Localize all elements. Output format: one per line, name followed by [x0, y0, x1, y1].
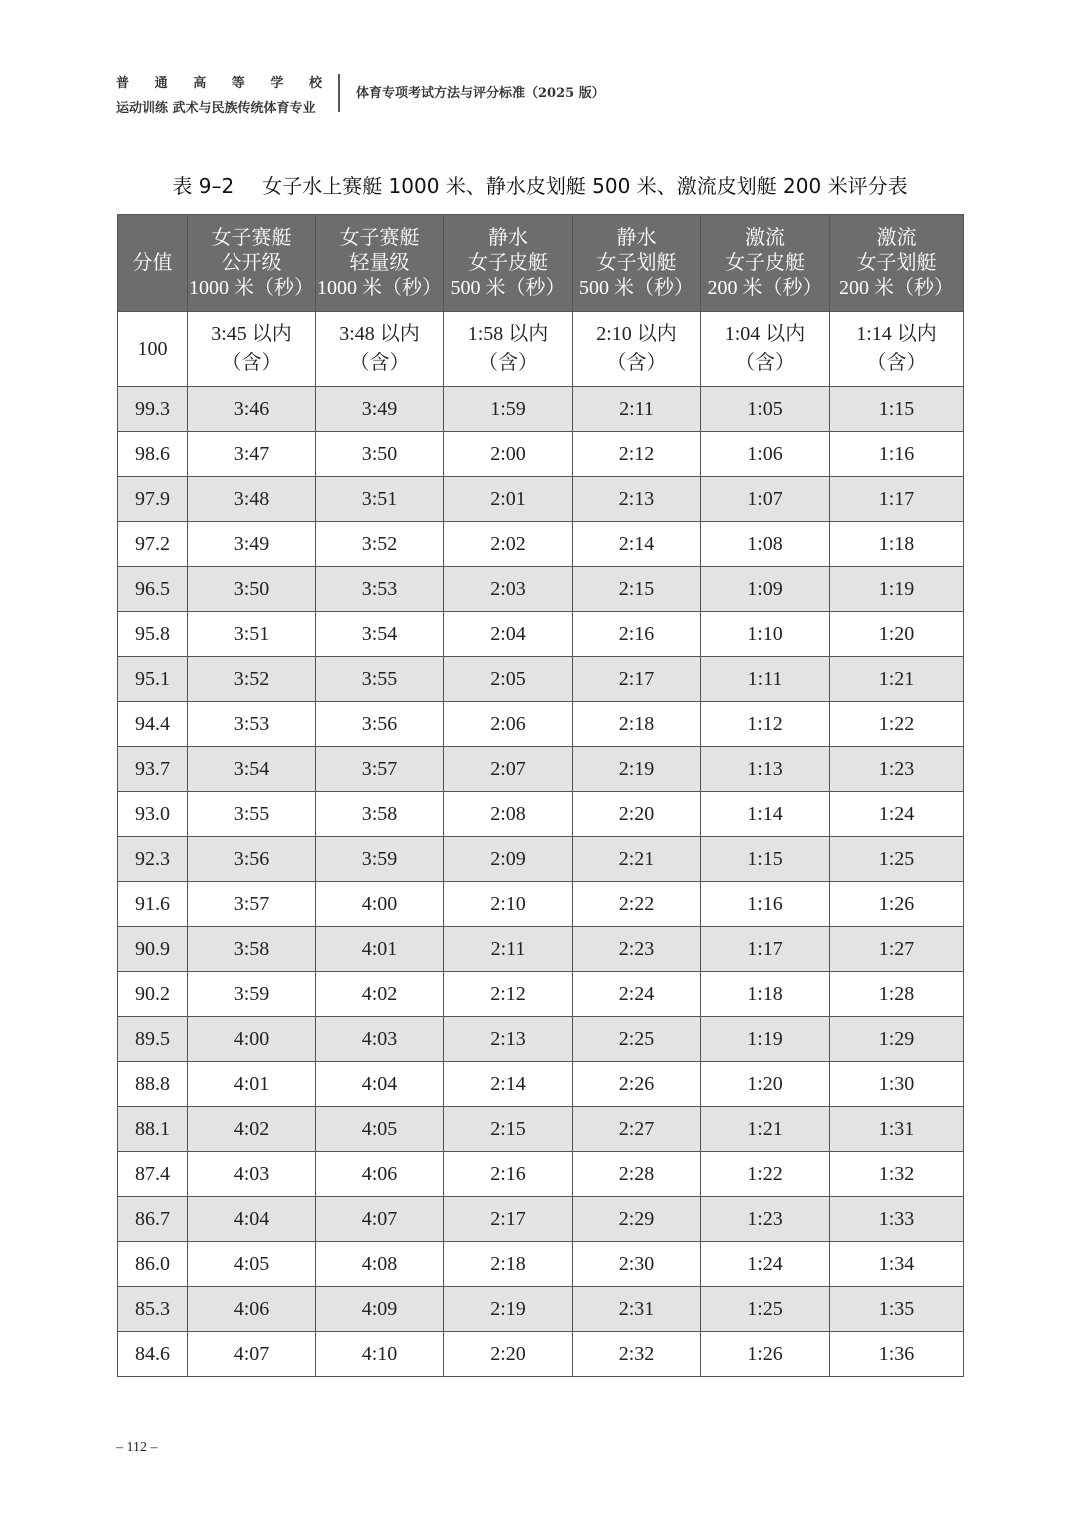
- cell-line: （含）: [606, 352, 667, 374]
- score-cell: 94.4: [118, 702, 188, 747]
- time-cell: 3:55: [316, 657, 444, 702]
- time-cell: 3:57: [188, 882, 316, 927]
- time-cell: 1:21: [701, 1107, 830, 1152]
- table-row: [118, 1287, 964, 1332]
- time-cell: 1:17: [701, 927, 830, 972]
- header-col-4: [573, 215, 701, 312]
- time-cell: 4:03: [316, 1017, 444, 1062]
- time-cell: 1:15: [830, 387, 964, 432]
- time-cell: 1:22: [701, 1152, 830, 1197]
- table-row: [118, 792, 964, 837]
- score-cell: 90.2: [118, 972, 188, 1017]
- time-cell: 2:19: [444, 1287, 573, 1332]
- time-cell: 2:12: [444, 972, 573, 1017]
- score-table: [117, 214, 964, 1377]
- time-cell: 1:06: [701, 432, 830, 477]
- time-cell: 1:26: [701, 1332, 830, 1377]
- time-cell: [444, 312, 573, 387]
- score-cell: 97.9: [118, 477, 188, 522]
- time-cell: 4:02: [316, 972, 444, 1017]
- time-cell: 2:20: [573, 792, 701, 837]
- cell-line: （含）: [735, 352, 795, 374]
- time-cell: 1:22: [830, 702, 964, 747]
- header-line: 女子皮艇: [725, 251, 805, 274]
- table-row: [118, 1017, 964, 1062]
- table-row: [118, 1332, 964, 1377]
- time-cell: 3:59: [188, 972, 316, 1017]
- header-line: 200 米（秒）: [839, 276, 954, 299]
- header-line: 激流: [876, 226, 917, 249]
- time-cell: 2:30: [573, 1242, 701, 1287]
- time-cell: 2:13: [444, 1017, 573, 1062]
- time-cell: 1:24: [701, 1242, 830, 1287]
- time-cell: 2:14: [444, 1062, 573, 1107]
- time-cell: 3:52: [316, 522, 444, 567]
- header-col-1: [188, 215, 316, 312]
- time-cell: 3:56: [316, 702, 444, 747]
- cell-line: （含）: [349, 352, 410, 374]
- score-cell: 92.3: [118, 837, 188, 882]
- header-line: 激流: [745, 226, 785, 249]
- score-cell: 88.8: [118, 1062, 188, 1107]
- running-head-school: [116, 72, 322, 91]
- time-cell: [316, 312, 444, 387]
- table-row: [118, 972, 964, 1017]
- time-cell: 4:02: [188, 1107, 316, 1152]
- time-cell: 3:52: [188, 657, 316, 702]
- score-cell: 89.5: [118, 1017, 188, 1062]
- header-line: 200 米（秒）: [707, 276, 823, 299]
- time-cell: 1:33: [830, 1197, 964, 1242]
- time-cell: 2:26: [573, 1062, 701, 1107]
- score-cell: 96.5: [118, 567, 188, 612]
- table-title: [0, 170, 1080, 199]
- score-cell: 100: [118, 312, 188, 387]
- time-cell: 1:19: [701, 1017, 830, 1062]
- header-line: 公开级: [221, 251, 282, 274]
- time-cell: 2:16: [573, 612, 701, 657]
- table-row: [118, 837, 964, 882]
- table-caption: 女子水上赛艇 1000 米、静水皮划艇 500 米、激流皮划艇 200 米评分表: [262, 174, 908, 198]
- time-cell: 2:19: [573, 747, 701, 792]
- cell-line: 2:10 以内: [596, 323, 677, 345]
- time-cell: 2:04: [444, 612, 573, 657]
- time-cell: 2:18: [444, 1242, 573, 1287]
- header-line: 1000 米（秒）: [189, 276, 314, 299]
- header-score: [118, 215, 188, 312]
- time-cell: 3:58: [316, 792, 444, 837]
- header-col-3: [444, 215, 573, 312]
- header-col-5: [701, 215, 830, 312]
- time-cell: 4:05: [188, 1242, 316, 1287]
- time-cell: 3:53: [316, 567, 444, 612]
- time-cell: 4:03: [188, 1152, 316, 1197]
- time-cell: 1:05: [701, 387, 830, 432]
- header-line: 轻量级: [349, 251, 410, 274]
- time-cell: 3:48: [188, 477, 316, 522]
- time-cell: 2:09: [444, 837, 573, 882]
- time-cell: 2:28: [573, 1152, 701, 1197]
- time-cell: 3:50: [316, 432, 444, 477]
- table-row: [118, 522, 964, 567]
- time-cell: 1:29: [830, 1017, 964, 1062]
- time-cell: 4:04: [188, 1197, 316, 1242]
- time-cell: 2:03: [444, 567, 573, 612]
- table-row: [118, 432, 964, 477]
- time-cell: 1:28: [830, 972, 964, 1017]
- header-row: [118, 215, 964, 312]
- score-cell: 91.6: [118, 882, 188, 927]
- cell-line: （含）: [866, 352, 927, 374]
- time-cell: 1:59: [444, 387, 573, 432]
- score-table-header: [118, 215, 964, 312]
- time-cell: 1:30: [830, 1062, 964, 1107]
- table-row: [118, 657, 964, 702]
- time-cell: 2:08: [444, 792, 573, 837]
- running-head-char: 高: [193, 76, 207, 91]
- time-cell: 3:49: [316, 387, 444, 432]
- time-cell: 2:02: [444, 522, 573, 567]
- running-head-char: 等: [231, 76, 245, 91]
- time-cell: 1:34: [830, 1242, 964, 1287]
- time-cell: 3:51: [316, 477, 444, 522]
- table-row: [118, 702, 964, 747]
- score-cell: 98.6: [118, 432, 188, 477]
- cell-line: 3:45 以内: [211, 323, 292, 345]
- table-row: [118, 387, 964, 432]
- running-head-left: [116, 70, 326, 116]
- time-cell: 4:01: [316, 927, 444, 972]
- time-cell: 3:58: [188, 927, 316, 972]
- time-cell: 4:04: [316, 1062, 444, 1107]
- time-cell: 2:16: [444, 1152, 573, 1197]
- header-line: 500 米（秒）: [450, 276, 566, 299]
- time-cell: 1:31: [830, 1107, 964, 1152]
- time-cell: 1:21: [830, 657, 964, 702]
- time-cell: 2:27: [573, 1107, 701, 1152]
- time-cell: 1:18: [701, 972, 830, 1017]
- time-cell: [701, 312, 830, 387]
- running-head-major: 运动训练 武术与民族传统体育专业: [116, 101, 316, 116]
- time-cell: 3:56: [188, 837, 316, 882]
- time-cell: 2:32: [573, 1332, 701, 1377]
- time-cell: 1:24: [830, 792, 964, 837]
- running-head-book-title: 体育专项考试方法与评分标准（2025 版）: [356, 86, 605, 101]
- score-cell: 93.7: [118, 747, 188, 792]
- score-cell: 87.4: [118, 1152, 188, 1197]
- time-cell: 1:23: [830, 747, 964, 792]
- table-row: [118, 747, 964, 792]
- table-row: [118, 1152, 964, 1197]
- table-row: [118, 882, 964, 927]
- time-cell: 4:06: [316, 1152, 444, 1197]
- time-cell: 4:00: [188, 1017, 316, 1062]
- time-cell: 4:10: [316, 1332, 444, 1377]
- time-cell: 2:11: [444, 927, 573, 972]
- time-cell: 2:21: [573, 837, 701, 882]
- time-cell: 1:16: [830, 432, 964, 477]
- time-cell: 4:06: [188, 1287, 316, 1332]
- time-cell: 2:07: [444, 747, 573, 792]
- header-col-6: [830, 215, 964, 312]
- table-row: [118, 1242, 964, 1287]
- header-line: 女子皮艇: [468, 251, 548, 274]
- time-cell: 1:20: [830, 612, 964, 657]
- time-cell: 3:55: [188, 792, 316, 837]
- time-cell: 1:19: [830, 567, 964, 612]
- table-row-100: [118, 312, 964, 387]
- time-cell: 2:29: [573, 1197, 701, 1242]
- table-row: [118, 1107, 964, 1152]
- time-cell: 2:06: [444, 702, 573, 747]
- header-line: 静水: [616, 226, 657, 249]
- time-cell: 2:23: [573, 927, 701, 972]
- time-cell: 3:59: [316, 837, 444, 882]
- time-cell: 1:32: [830, 1152, 964, 1197]
- time-cell: [830, 312, 964, 387]
- time-cell: 2:01: [444, 477, 573, 522]
- score-cell: 99.3: [118, 387, 188, 432]
- time-cell: 2:22: [573, 882, 701, 927]
- score-cell: 93.0: [118, 792, 188, 837]
- time-cell: 2:15: [573, 567, 701, 612]
- time-cell: 3:54: [316, 612, 444, 657]
- time-cell: 1:27: [830, 927, 964, 972]
- time-cell: 4:00: [316, 882, 444, 927]
- header-line: 女子划艇: [856, 251, 937, 274]
- time-cell: 1:13: [701, 747, 830, 792]
- time-cell: 2:25: [573, 1017, 701, 1062]
- score-cell: 95.1: [118, 657, 188, 702]
- time-cell: 1:25: [830, 837, 964, 882]
- header-line: 500 米（秒）: [579, 276, 694, 299]
- time-cell: 4:01: [188, 1062, 316, 1107]
- time-cell: 2:10: [444, 882, 573, 927]
- time-cell: 1:17: [830, 477, 964, 522]
- score-cell: 88.1: [118, 1107, 188, 1152]
- time-cell: 1:08: [701, 522, 830, 567]
- cell-line: 3:48 以内: [339, 323, 420, 345]
- cell-line: 1:14 以内: [856, 323, 937, 345]
- time-cell: 1:36: [830, 1332, 964, 1377]
- time-cell: 1:18: [830, 522, 964, 567]
- time-cell: 2:05: [444, 657, 573, 702]
- time-cell: 2:20: [444, 1332, 573, 1377]
- time-cell: 2:00: [444, 432, 573, 477]
- table-row: [118, 567, 964, 612]
- time-cell: 3:53: [188, 702, 316, 747]
- running-head-char: 校: [308, 76, 322, 91]
- time-cell: 4:08: [316, 1242, 444, 1287]
- header-line: 静水: [488, 226, 528, 249]
- table-row: [118, 477, 964, 522]
- header-line: 分值: [132, 251, 173, 274]
- score-cell: 97.2: [118, 522, 188, 567]
- score-table-body: [118, 312, 964, 1377]
- time-cell: 2:13: [573, 477, 701, 522]
- time-cell: 1:07: [701, 477, 830, 522]
- score-cell: 86.0: [118, 1242, 188, 1287]
- cell-line: （含）: [221, 352, 282, 374]
- table-row: [118, 927, 964, 972]
- time-cell: 2:17: [573, 657, 701, 702]
- time-cell: 4:07: [188, 1332, 316, 1377]
- header-line: 女子划艇: [596, 251, 677, 274]
- time-cell: 2:12: [573, 432, 701, 477]
- time-cell: 1:09: [701, 567, 830, 612]
- running-head-divider: [338, 74, 340, 112]
- running-head-char: 通: [154, 76, 168, 91]
- time-cell: 1:10: [701, 612, 830, 657]
- header-line: 女子赛艇: [211, 226, 292, 249]
- time-cell: 2:18: [573, 702, 701, 747]
- time-cell: 2:14: [573, 522, 701, 567]
- time-cell: [573, 312, 701, 387]
- header-col-2: [316, 215, 444, 312]
- time-cell: 3:47: [188, 432, 316, 477]
- time-cell: 1:20: [701, 1062, 830, 1107]
- table-number: 表 9–2: [172, 174, 235, 198]
- score-cell: 86.7: [118, 1197, 188, 1242]
- header-line: 1000 米（秒）: [317, 276, 442, 299]
- time-cell: 4:05: [316, 1107, 444, 1152]
- time-cell: 2:31: [573, 1287, 701, 1332]
- time-cell: 1:12: [701, 702, 830, 747]
- cell-line: 1:04 以内: [724, 323, 806, 345]
- time-cell: 1:25: [701, 1287, 830, 1332]
- table-row: [118, 1197, 964, 1242]
- time-cell: 2:11: [573, 387, 701, 432]
- time-cell: 2:24: [573, 972, 701, 1017]
- running-head-char: 学: [270, 76, 284, 91]
- score-cell: 95.8: [118, 612, 188, 657]
- score-cell: 90.9: [118, 927, 188, 972]
- time-cell: 1:16: [701, 882, 830, 927]
- score-cell: 85.3: [118, 1287, 188, 1332]
- time-cell: 1:26: [830, 882, 964, 927]
- time-cell: 1:23: [701, 1197, 830, 1242]
- time-cell: 3:50: [188, 567, 316, 612]
- time-cell: 1:11: [701, 657, 830, 702]
- cell-line: （含）: [478, 352, 538, 374]
- time-cell: 3:49: [188, 522, 316, 567]
- page-number: – 112 –: [116, 1440, 158, 1455]
- time-cell: 4:07: [316, 1197, 444, 1242]
- time-cell: 3:46: [188, 387, 316, 432]
- time-cell: 4:09: [316, 1287, 444, 1332]
- time-cell: 3:51: [188, 612, 316, 657]
- time-cell: 3:54: [188, 747, 316, 792]
- running-head-char: 普: [116, 76, 130, 91]
- cell-line: 1:58 以内: [467, 323, 549, 345]
- time-cell: 2:15: [444, 1107, 573, 1152]
- time-cell: 1:14: [701, 792, 830, 837]
- table-row: [118, 1062, 964, 1107]
- time-cell: 1:15: [701, 837, 830, 882]
- table-row: [118, 612, 964, 657]
- time-cell: 3:57: [316, 747, 444, 792]
- time-cell: 1:35: [830, 1287, 964, 1332]
- time-cell: 2:17: [444, 1197, 573, 1242]
- header-line: 女子赛艇: [339, 226, 420, 249]
- time-cell: [188, 312, 316, 387]
- score-cell: 84.6: [118, 1332, 188, 1377]
